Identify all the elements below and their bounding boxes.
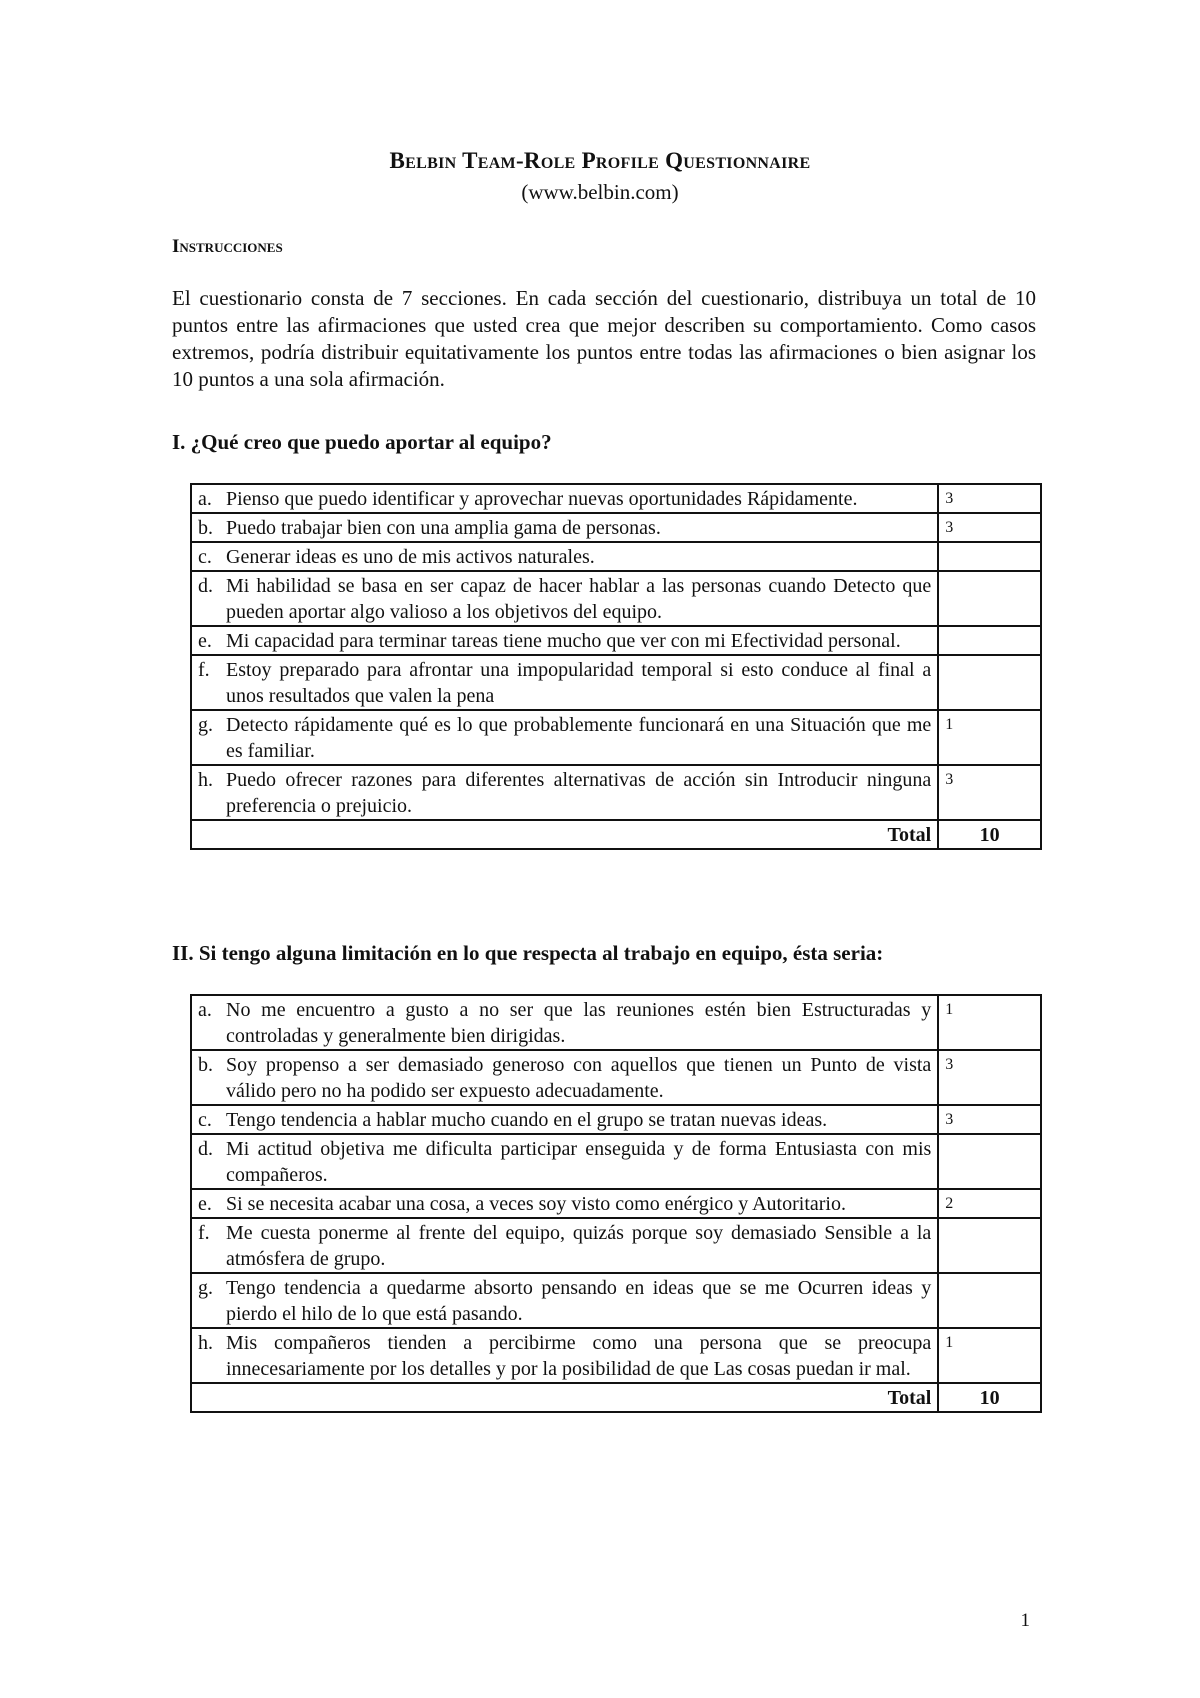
points-cell[interactable]: 3	[938, 484, 1041, 513]
item-text: Detecto rápidamente qué es lo que probablemente funcionará en una Situación que me es familiar.	[226, 714, 932, 762]
item-letter: f.	[198, 659, 210, 681]
points-cell[interactable]	[938, 1134, 1041, 1189]
points-cell[interactable]	[938, 626, 1041, 655]
statement	[198, 1107, 931, 1133]
table-row	[191, 626, 1041, 655]
item-letter: c.	[198, 1109, 212, 1131]
statement	[198, 1220, 931, 1272]
statement	[198, 1330, 931, 1382]
item-text: No me encuentro a gusto a no ser que las reuniones estén bien Estructuradas y controladas y generalmente bien dirigidas.	[226, 999, 932, 1047]
table-row	[191, 513, 1041, 542]
table-row	[191, 1134, 1041, 1189]
points-cell[interactable]: 3	[938, 765, 1041, 820]
statement	[198, 515, 931, 541]
item-letter: g.	[198, 1277, 213, 1299]
statement	[198, 657, 931, 709]
points-cell[interactable]: 1	[938, 1328, 1041, 1383]
points-cell[interactable]	[938, 655, 1041, 710]
table-row	[191, 1218, 1041, 1273]
total-row	[191, 1383, 1041, 1412]
item-text: Mi capacidad para terminar tareas tiene mucho que ver con mi Efectividad personal.	[226, 630, 901, 652]
item-letter: d.	[198, 575, 213, 597]
table-row	[191, 1273, 1041, 1328]
item-letter: f.	[198, 1222, 210, 1244]
statement	[198, 1052, 931, 1104]
points-cell[interactable]	[938, 571, 1041, 626]
points-cell[interactable]: 3	[938, 1050, 1041, 1105]
item-text: Soy propenso a ser demasiado generoso con aquellos que tienen un Punto de vista válido pero no ha podido ser expuesto adecuadamente.	[226, 1054, 932, 1102]
table-row	[191, 542, 1041, 571]
statement	[198, 997, 931, 1049]
item-text: Puedo ofrecer razones para diferentes alternativas de acción sin Introducir ninguna preferencia o prejuicio.	[226, 769, 932, 817]
item-text: Pienso que puedo identificar y aprovechar nuevas oportunidades Rápidamente.	[226, 488, 858, 510]
statement	[198, 573, 931, 625]
statement	[198, 1275, 931, 1327]
table-row	[191, 995, 1041, 1050]
item-letter: d.	[198, 1138, 213, 1160]
page-number: 1	[1020, 1610, 1030, 1631]
statement	[198, 767, 931, 819]
document-title: Belbin Team-Role Profile Questionnaire	[389, 148, 811, 173]
points-cell[interactable]	[938, 1273, 1041, 1328]
item-letter: g.	[198, 714, 213, 736]
table-row	[191, 1328, 1041, 1383]
section-1-table	[190, 483, 1042, 850]
item-letter: h.	[198, 769, 213, 791]
document-url: (www.belbin.com)	[521, 180, 679, 204]
points-cell[interactable]	[938, 542, 1041, 571]
item-text: Mis compañeros tienden a percibirme como una persona que se preocupa innecesariamente por los detalles y por la posibilidad de que Las cosas puedan ir mal.	[226, 1332, 932, 1380]
item-letter: h.	[198, 1332, 213, 1354]
points-cell[interactable]: 1	[938, 710, 1041, 765]
item-letter: e.	[198, 630, 212, 652]
statement	[198, 486, 931, 512]
table-row	[191, 1189, 1041, 1218]
statement	[198, 1191, 931, 1217]
item-letter: b.	[198, 1054, 213, 1076]
points-cell[interactable]	[938, 1218, 1041, 1273]
table-row	[191, 765, 1041, 820]
item-text: Mi actitud objetiva me dificulta participar enseguida y de forma Entusiasta con mis compañeros.	[226, 1138, 932, 1186]
total-label: Total	[191, 1383, 938, 1412]
table-row	[191, 1105, 1041, 1134]
total-value: 10	[938, 1383, 1041, 1412]
item-text: Mi habilidad se basa en ser capaz de hacer hablar a las personas cuando Detecto que pueden aportar algo valioso a los objetivos del equipo.	[226, 575, 932, 623]
item-letter: a.	[198, 999, 212, 1021]
item-text: Tengo tendencia a quedarme absorto pensando en ideas que se me Ocurren ideas y pierdo el hilo de lo que está pasando.	[226, 1277, 932, 1325]
statement	[198, 628, 931, 654]
statement	[198, 544, 931, 570]
table-row	[191, 484, 1041, 513]
statement	[198, 1136, 931, 1188]
item-text: Me cuesta ponerme al frente del equipo, quizás porque soy demasiado Sensible a la atmósfera de grupo.	[226, 1222, 932, 1270]
item-text: Si se necesita acabar una cosa, a veces soy visto como enérgico y Autoritario.	[226, 1193, 846, 1215]
item-text: Puedo trabajar bien con una amplia gama de personas.	[226, 517, 661, 539]
item-text: Generar ideas es uno de mis activos naturales.	[226, 546, 595, 568]
section-2-heading: II. Si tengo alguna limitación en lo que respecta al trabajo en equipo, ésta seria:	[172, 941, 884, 965]
total-value: 10	[938, 820, 1041, 849]
instructions-text: El cuestionario consta de 7 secciones. En cada sección del cuestionario, distribuya un total de 10 puntos entre las afirmaciones que usted crea que mejor describen su comportamiento. Como casos extremos, podría distribuir equitativamente los puntos entre todas las afirmaciones o bien asignar los 10 puntos a una sola afirmación.	[172, 286, 1036, 391]
points-cell[interactable]: 3	[938, 513, 1041, 542]
table-row	[191, 710, 1041, 765]
points-cell[interactable]: 3	[938, 1105, 1041, 1134]
item-letter: a.	[198, 488, 212, 510]
item-text: Tengo tendencia a hablar mucho cuando en el grupo se tratan nuevas ideas.	[226, 1109, 828, 1131]
statement	[198, 712, 931, 764]
item-text: Estoy preparado para afrontar una impopularidad temporal si esto conduce al final a unos resultados que valen la pena	[226, 659, 932, 707]
table-row	[191, 1050, 1041, 1105]
table-row	[191, 571, 1041, 626]
item-letter: b.	[198, 517, 213, 539]
table-row	[191, 655, 1041, 710]
instructions-heading: Instrucciones	[172, 236, 283, 257]
item-letter: e.	[198, 1193, 212, 1215]
section-1-heading: I. ¿Qué creo que puedo aportar al equipo?	[172, 430, 552, 454]
section-2-table	[190, 994, 1042, 1413]
total-row	[191, 820, 1041, 849]
item-letter: c.	[198, 546, 212, 568]
points-cell[interactable]: 1	[938, 995, 1041, 1050]
total-label: Total	[191, 820, 938, 849]
points-cell[interactable]: 2	[938, 1189, 1041, 1218]
